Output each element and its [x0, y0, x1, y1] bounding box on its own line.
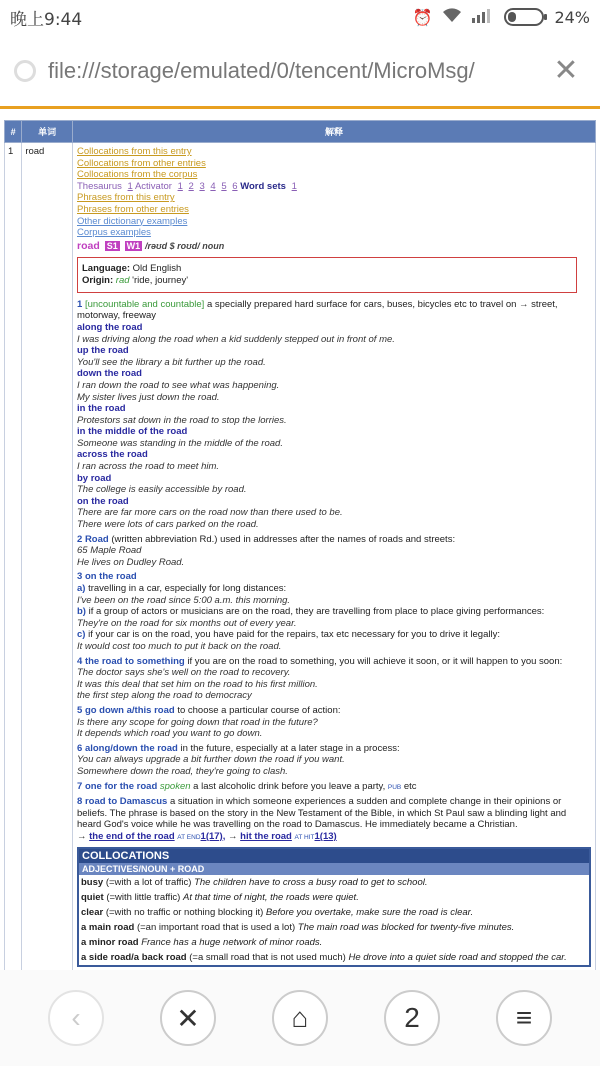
- phrase-heading: across the road: [77, 449, 148, 461]
- xref-hit-the-road[interactable]: hit the road: [240, 830, 292, 842]
- sense-8: [77, 796, 591, 831]
- header-num: #: [5, 121, 22, 143]
- home-button[interactable]: [272, 990, 328, 1046]
- battery-percent: 24%: [554, 7, 590, 27]
- subsense-b-label: b): [77, 606, 86, 618]
- collocation-word: clear: [81, 907, 104, 919]
- arrow-icon: →: [77, 830, 87, 842]
- collocation-example: At that time of night, the roads were quiet.: [182, 892, 359, 904]
- collocation-row: [79, 935, 589, 950]
- xref-num[interactable]: 1(13): [314, 830, 337, 842]
- activator-link-1[interactable]: 1: [177, 180, 183, 192]
- collocation-example: Before you overtake, make sure the road is clear.: [265, 907, 474, 919]
- sense-number: 1: [77, 298, 83, 310]
- activator-link-6[interactable]: 6: [232, 180, 238, 192]
- link-collocations-corpus[interactable]: Collocations from the corpus: [77, 169, 198, 181]
- activator-label: Activator: [134, 180, 172, 192]
- example: The college is easily accessible by road.: [77, 484, 247, 496]
- activator-link-4[interactable]: 4: [210, 180, 216, 192]
- example: Protestors sat down in the road to stop the lorries.: [77, 414, 287, 426]
- collocation-gloss: (=an important road that is used a lot): [136, 922, 296, 934]
- example: They're on the road for six months out of every year.: [77, 617, 297, 629]
- wordsets-link-1[interactable]: 1: [291, 180, 297, 192]
- collocation-gloss: (=a small road that is not used much): [189, 952, 346, 964]
- sense-number: 3: [77, 571, 83, 583]
- collocations-title: COLLOCATIONS: [79, 849, 589, 863]
- sense-1-phrases: [77, 322, 591, 531]
- phrase-heading: by road: [77, 472, 112, 484]
- sense-definition: to choose a particular course of action:: [177, 704, 341, 716]
- page-progress-bar: [0, 106, 600, 109]
- sense-number: 5: [77, 704, 83, 716]
- headword: road: [77, 239, 100, 252]
- table-row: [5, 143, 596, 971]
- thesaurus-label: Thesaurus: [77, 180, 122, 192]
- collocation-row: [79, 920, 589, 935]
- collocation-word: quiet: [81, 892, 104, 904]
- table-header-row: [5, 121, 596, 143]
- example: There are far more cars on the road now than there used to be.: [77, 507, 343, 519]
- arrow-icon: →: [228, 830, 238, 842]
- sense-phrase: one for the road: [84, 780, 158, 792]
- header-definition: 解释: [73, 121, 596, 143]
- menu-button[interactable]: [496, 990, 552, 1046]
- subsense-b-text: if a group of actors or musicians are on the road, they are travelling from place to place giving performances:: [88, 606, 545, 618]
- subsense-a-text: travelling in a car, especially for long distances:: [88, 583, 287, 594]
- example: I was driving along the road when a kid suddenly stepped out in front of me.: [77, 333, 395, 345]
- example: I ran across the road to meet him.: [77, 461, 220, 473]
- sense-definition: if you are on the road to something, you will achieve it soon, or it will happen to you soon:: [187, 655, 563, 667]
- origin-word: rad: [115, 274, 130, 286]
- example: Is there any scope for going down that road in the future?: [77, 716, 318, 728]
- sense-number: 4: [77, 655, 83, 667]
- tabs-button[interactable]: [384, 990, 440, 1046]
- phrase-heading: in the middle of the road: [77, 426, 188, 438]
- example: Someone was standing in the middle of the road.: [77, 437, 283, 449]
- sense-word: Road: [84, 533, 109, 545]
- collocation-row: [79, 950, 589, 965]
- signal-icon: [472, 7, 494, 27]
- origin-box: [77, 257, 577, 293]
- close-icon[interactable]: ✕: [553, 54, 579, 87]
- dictionary-table: [4, 120, 596, 970]
- xref-small[interactable]: AT END: [177, 833, 201, 841]
- collocation-example: The children have to cross a busy road to get to school.: [194, 877, 428, 889]
- row-number: 1: [5, 143, 22, 971]
- headword-line: [77, 239, 591, 253]
- url-text[interactable]: file:///storage/emulated/0/tencent/MicroMsg/: [48, 58, 475, 83]
- xref-small[interactable]: AT HIT: [294, 833, 315, 841]
- crossref-small[interactable]: PUB: [387, 783, 402, 791]
- collocations-list: [79, 875, 589, 965]
- cross-references: [77, 831, 591, 844]
- back-button[interactable]: [48, 990, 104, 1046]
- subsense-c-text: if your car is on the road, you have paid for the repairs, tax etc necessary for you to drive it legally:: [88, 629, 500, 641]
- browser-toolbar: [0, 970, 600, 1066]
- sense-definition: (written abbreviation Rd.) used in addresses after the names of roads and streets:: [111, 533, 456, 545]
- example: He lives on Dudley Road.: [77, 556, 185, 568]
- sense-number: 8: [77, 796, 83, 808]
- origin-meaning: 'ride, journey': [132, 274, 189, 286]
- origin-label: Origin:: [82, 274, 114, 286]
- grammar-label: [uncountable and countable]: [84, 298, 205, 310]
- collocation-example: The main road was blocked for twenty-five minutes.: [297, 922, 515, 934]
- alarm-icon: ⏰: [412, 7, 433, 27]
- collocation-row: [79, 875, 589, 890]
- link-corpus-examples[interactable]: Corpus examples: [77, 227, 151, 239]
- collocation-gloss: (=with little traffic): [106, 892, 181, 904]
- sense-phrase: road to Damascus: [84, 796, 168, 808]
- sense-number: 6: [77, 742, 83, 754]
- sense-5: [77, 705, 591, 740]
- sense-phrase: the road to something: [84, 655, 185, 667]
- phrase-heading: along the road: [77, 321, 143, 333]
- sense-7: [77, 781, 591, 794]
- status-bar: [0, 0, 600, 34]
- link-collocations-other[interactable]: Collocations from other entries: [77, 157, 206, 169]
- example: I ran down the road to see what was happening.: [77, 379, 280, 391]
- wifi-icon: [442, 7, 462, 27]
- menu-icon: ≡: [515, 1002, 533, 1033]
- address-bar[interactable]: [0, 34, 600, 108]
- link-phrases-entry[interactable]: Phrases from this entry: [77, 192, 175, 204]
- link-other-examples[interactable]: Other dictionary examples: [77, 215, 188, 227]
- example: I've been on the road since 5:00 a.m. this morning.: [77, 594, 291, 606]
- example: My sister lives just down the road.: [77, 391, 220, 403]
- subsense-c-label: c): [77, 629, 86, 641]
- phrase-heading: on the road: [77, 495, 129, 507]
- activator-link-3[interactable]: 3: [199, 180, 205, 192]
- status-time: 晚上9:44: [10, 9, 83, 30]
- collocations-box: [77, 847, 591, 967]
- example: The doctor says she's well on the road to recovery.: [77, 667, 291, 679]
- close-page-button[interactable]: [160, 990, 216, 1046]
- collocations-subtitle: ADJECTIVES/NOUN + ROAD: [79, 863, 589, 875]
- sense-number: 7: [77, 780, 83, 792]
- link-collocations-entry[interactable]: Collocations from this entry: [77, 146, 192, 157]
- sense-phrase: on the road: [84, 571, 137, 583]
- status-icons: [413, 7, 590, 27]
- register-label: spoken: [159, 780, 191, 792]
- sense-definition: a situation in which someone experiences a sudden and complete change in their opinions or beliefs. The phrase is based on the story in the New Testament of the Bible, in which St Paul saw a blinding light and heard God's voice while he was travelling on the road to Damascus. He immediately became a Christian.: [77, 796, 567, 831]
- row-definition: [73, 143, 596, 971]
- frequency-badge-w1: W1: [126, 240, 141, 251]
- xref-end-of-road[interactable]: the end of the road: [89, 830, 175, 842]
- activator-link-5[interactable]: 5: [221, 180, 227, 192]
- example: It was this deal that set him on the road to his first million.: [77, 678, 318, 690]
- collocation-example: France has a huge network of minor roads.: [141, 937, 323, 949]
- tabs-count: 2: [404, 1002, 420, 1033]
- collocation-example: He drove into a quiet side road and stopped the car.: [348, 952, 567, 964]
- thesaurus-link-1[interactable]: 1: [127, 180, 133, 192]
- origin-lang: Old English: [132, 262, 182, 274]
- subsense-a-label: a): [77, 583, 86, 594]
- sense-2: [77, 534, 591, 569]
- collocation-gloss: (=with a lot of traffic): [105, 877, 192, 889]
- activator-link-2[interactable]: 2: [188, 180, 194, 192]
- example: It depends which road you want to go down.: [77, 728, 263, 740]
- sense-number: 2: [77, 533, 83, 545]
- sense-1: [77, 299, 591, 531]
- sense-phrase: along/down the road: [84, 742, 178, 754]
- collocation-gloss: (=with no traffic or nothing blocking it): [105, 907, 264, 919]
- row-word: road: [22, 143, 73, 971]
- sense-definition: a last alcoholic drink before you leave a party,: [193, 780, 386, 792]
- page-content[interactable]: [0, 112, 600, 970]
- xref-num[interactable]: 1(17),: [200, 830, 226, 842]
- loading-icon: [14, 60, 36, 82]
- collocation-row: [79, 905, 589, 920]
- collocation-word: a main road: [81, 922, 135, 934]
- collocation-row: [79, 890, 589, 905]
- example: 65 Maple Road: [77, 545, 142, 557]
- home-icon: ⌂: [291, 1002, 309, 1033]
- sense-definition: in the future, especially at a later stage in a process:: [180, 742, 400, 754]
- phrase-heading: up the road: [77, 345, 129, 357]
- phrase-heading: in the road: [77, 403, 126, 415]
- example: There were lots of cars parked on the road.: [77, 519, 259, 531]
- wordsets-label: Word sets: [240, 180, 286, 192]
- sense-tail: etc: [403, 780, 417, 792]
- header-word: 单词: [22, 121, 73, 143]
- close-icon: ✕: [176, 1002, 200, 1034]
- thesaurus-line: [77, 181, 591, 193]
- collocation-word: a side road/a back road: [81, 952, 187, 964]
- sense-6: [77, 743, 591, 778]
- sense-3: [77, 571, 591, 652]
- collocation-word: busy: [81, 877, 104, 889]
- example: It would cost too much to put it back on the road.: [77, 640, 282, 652]
- battery-icon: [504, 8, 544, 26]
- example: Somewhere down the road, they're going to clash.: [77, 765, 288, 777]
- example: You can always upgrade a bit further down the road if you want.: [77, 754, 345, 766]
- example: You'll see the library a bit further up the road.: [77, 356, 266, 368]
- origin-lang-label: Language:: [82, 262, 131, 274]
- phrase-heading: down the road: [77, 368, 142, 380]
- chevron-left-icon: ‹: [71, 1002, 81, 1033]
- collocation-word: a minor road: [81, 937, 139, 949]
- link-phrases-other[interactable]: Phrases from other entries: [77, 203, 189, 215]
- frequency-badge-s1: S1: [106, 240, 118, 251]
- pronunciation: /rəʊd $ roʊd/ noun: [145, 240, 225, 251]
- sense-definition: a specially prepared hard surface for cars, buses, bicycles etc to travel on → street, motorway, freeway: [77, 298, 558, 322]
- example: the first step along the road to democracy: [77, 690, 252, 702]
- sense-4: [77, 656, 591, 702]
- sense-phrase: go down a/this road: [84, 704, 175, 716]
